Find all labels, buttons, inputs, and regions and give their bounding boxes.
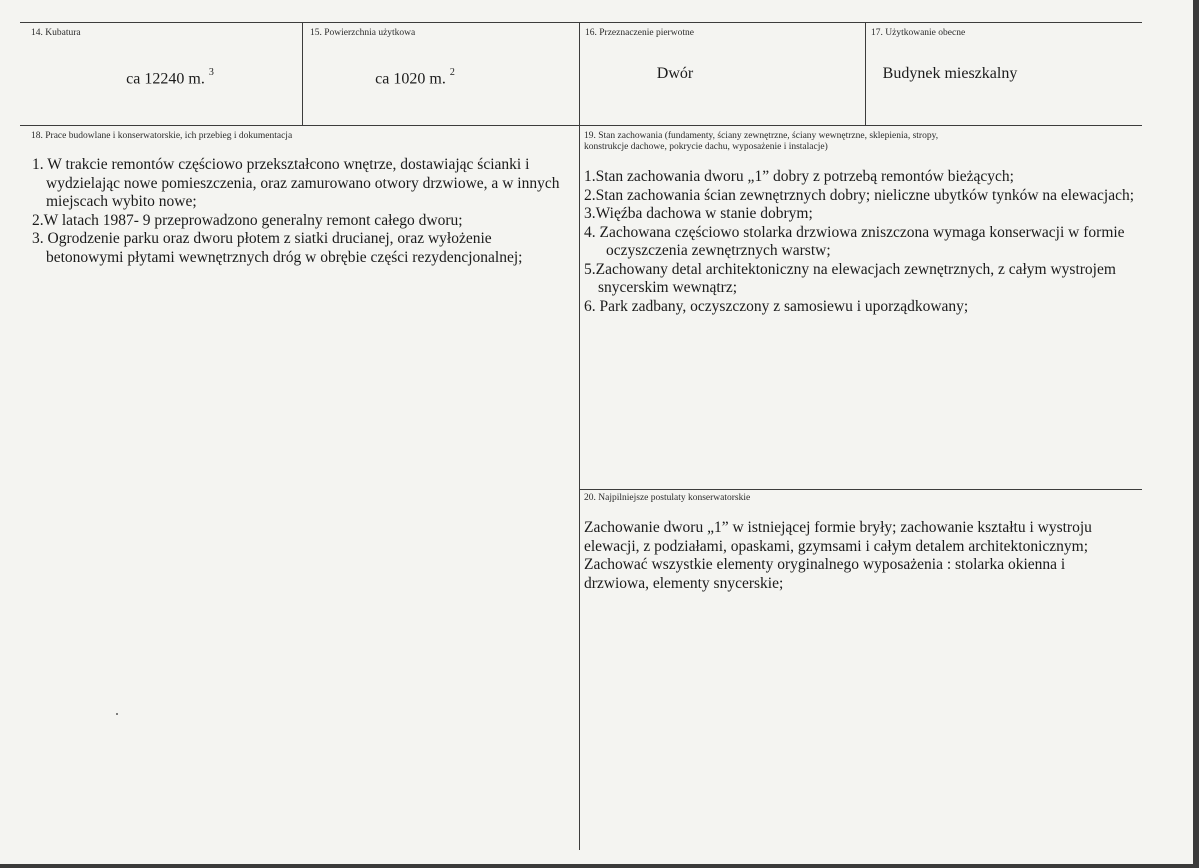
field16-value: Dwór xyxy=(656,65,694,82)
section19-label-line1: 19. Stan zachowania (fundamenty, ściany zewnętrzne, ściany wewnętrzne, sklepienia, stropy, xyxy=(584,131,939,141)
field14-unit-exponent: 3 xyxy=(208,67,214,78)
section19-item-6: 6. Park zadbany, oczyszczony z samosiewu i uporządkowany; xyxy=(584,297,969,315)
paper-speck xyxy=(116,713,118,715)
section18-item-2: 2.W latach 1987- 9 przeprowadzono generalny remont całego dworu; xyxy=(32,211,463,229)
divider-16-17 xyxy=(865,22,866,126)
field15-unit-exponent: 2 xyxy=(449,67,455,78)
header-bottom-rule xyxy=(20,125,1142,126)
field14-number: ca 12240 m. xyxy=(126,70,205,88)
section20-label: 20. Najpilniejsze postulaty konserwatorskie xyxy=(584,493,751,503)
section19-item-5: 5.Zachowany detal architektoniczny na elewacjach zewnętrznych, z całym wystrojem snycerskim wewnątrz; xyxy=(584,260,1116,296)
center-divider xyxy=(579,22,580,850)
field15-number: ca 1020 m. xyxy=(375,70,446,88)
field17-label: 17. Użytkowanie obecne xyxy=(871,28,966,38)
section20-body xyxy=(584,519,1124,593)
field15-label: 15. Powierzchnia użytkowa xyxy=(310,28,416,38)
field14-value xyxy=(60,65,280,89)
section18-body xyxy=(32,156,572,267)
section18-label: 18. Prace budowlane i konserwatorskie, ich przebieg i dokumentacja xyxy=(31,131,293,141)
field15-value xyxy=(305,65,525,89)
section19-item-3: 3.Więźba dachowa w stanie dobrym; xyxy=(584,205,813,222)
section19-item-1: 1.Stan zachowania dworu „1” dobry z potrzebą remontów bieżących; xyxy=(584,168,1014,185)
section19-item-2: 2.Stan zachowania ścian zewnętrznych dobry; nieliczne ubytków tynków na elewacjach; xyxy=(584,186,1135,204)
top-rule xyxy=(20,22,1142,23)
section19-label-line2: konstrukcje dachowe, pokrycie dachu, wyposażenie i instalacje) xyxy=(584,142,828,152)
section20-paragraph-2: Zachować wszystkie elementy oryginalnego wyposażenia : stolarka okienna i drzwiowa, elementy snycerskie; xyxy=(584,556,1066,592)
field16-label: 16. Przeznaczenie pierwotne xyxy=(585,28,694,38)
section20-paragraph-1: Zachowanie dworu „1” w istniejącej formie bryły; zachowanie kształtu i wystroju elewacji, z podziałami, opaskami, gzymsami i całym detalem architektonicznym; xyxy=(584,519,1092,555)
section20-top-rule xyxy=(579,489,1142,490)
section19-body xyxy=(584,168,1136,316)
section18-item-3: 3. Ogrodzenie parku oraz dworu płotem z siatki drucianej, oraz wyłożenie betonowymi płytami wewnętrznych dróg w obrębie części rezydencjonalnej; xyxy=(32,230,523,266)
section19-item-4: 4. Zachowana częściowo stolarka drzwiowa zniszczona wymaga konserwacji w formie oczyszczenia zewnętrznych warstw; xyxy=(584,223,1125,259)
field17-value: Budynek mieszkalny xyxy=(882,65,1018,82)
section18-item-1: 1. W trakcie remontów częściowo przekształcono wnętrze, dostawiając ścianki i wydzielając nowe pomieszczenia, oraz zamurowano otwory drzwiowe, a w innych miejscach wybito nowe; xyxy=(32,156,560,210)
divider-14-15 xyxy=(302,22,303,126)
field14-label: 14. Kubatura xyxy=(31,28,81,38)
